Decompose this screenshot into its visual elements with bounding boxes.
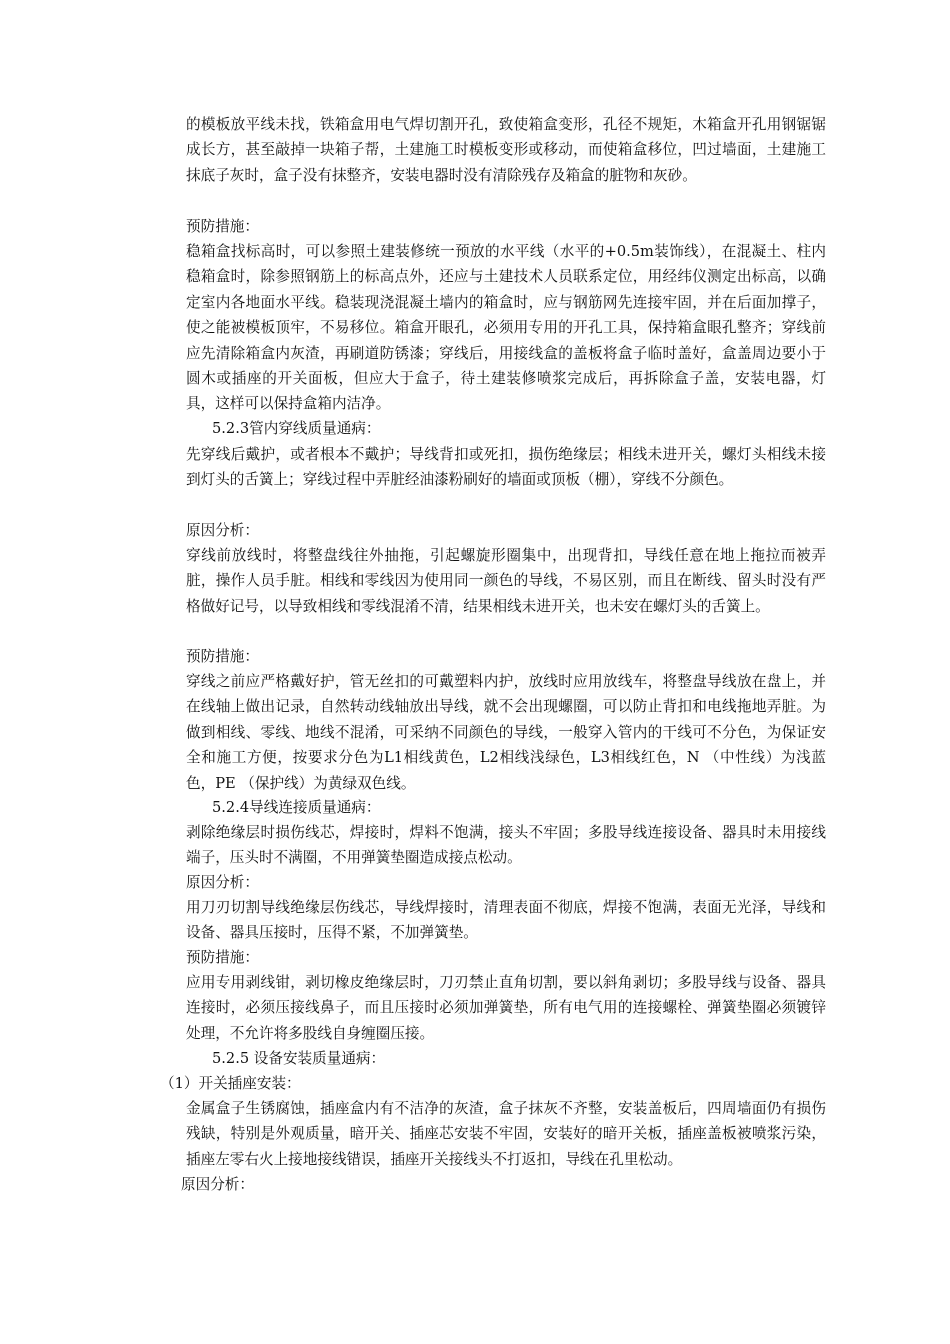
label-cause-3: 原因分析： bbox=[181, 1176, 254, 1193]
label-prevention-3: 预防措施： bbox=[186, 949, 259, 966]
paragraph-threading-cause: 穿线前放线时，将整盘线往外抽拖，引起螺旋形圈集中，出现背扣，导线任意在地上拖拉而被弄脏，操作人员手脏。相线和零线因为使用同一颜色的导线，不易区别，而且在断线、留头时没有严格做好记号，以导致相线和零线混淆不清，结果相线未进开关，也未安在螺灯头的舌簧上。 bbox=[186, 547, 826, 615]
paragraph-box-prevention: 稳箱盒找标高时，可以参照土建装修统一预放的水平线（水平的+0.5m装饰线），在混凝土、柱内稳箱盒时，除参照钢筋上的标高点外，还应与土建技术人员联系定位，用经纬仪测定出标高，以确定室内各地面水平线。稳装现浇混凝土墙内的箱盒时，应与钢筋网先连接牢固，并在后面加撑子，使之能被模板顶牢，不易移位。箱盒开眼孔，必须用专用的开孔工具，保持箱盒眼孔整齐；穿线前应先清除箱盒内灰渣，再刷道防锈漆；穿线后，用接线盒的盖板将盒子临时盖好，盒盖周边要小于圆木或插座的开关面板，但应大于盒子，待土建装修喷浆完成后，再拆除盒子盖，安装电器，灯具，这样可以保持盒箱内洁净。 bbox=[186, 243, 826, 413]
label-prevention-1: 预防措施： bbox=[186, 218, 259, 235]
paragraph-connection-cause: 用刀刃切割导线绝缘层伤线芯，导线焊接时，清理表面不彻底，焊接不饱满，表面无光泽，导线和设备、器具压接时，压得不紧，不加弹簧垫。 bbox=[186, 899, 826, 942]
heading-5-2-4: 5.2.4导线连接质量通病： bbox=[212, 799, 381, 816]
paragraph-socket-defects: 金属盒子生锈腐蚀，插座盒内有不洁净的灰渣，盒子抹灰不齐整，安装盖板后，四周墙面仍有损伤残缺，特别是外观质量，暗开关、插座芯安装不牢固，安装好的暗开关板，插座盖板被喷浆污染，插座左零右火上接地接线错误，插座开关接线头不打返扣，导线在孔里松动。 bbox=[186, 1100, 826, 1168]
paragraph-threading-defects: 先穿线后戴护，或者根本不戴护；导线背扣或死扣，损伤绝缘层；相线未进开关，螺灯头相线未接到灯头的舌簧上；穿线过程中弄脏经油漆粉刷好的墙面或顶板（棚），穿线不分颜色。 bbox=[186, 446, 826, 489]
heading-5-2-5: 5.2.5 设备安装质量通病： bbox=[212, 1050, 386, 1067]
label-cause-2: 原因分析： bbox=[186, 874, 259, 891]
heading-5-2-3: 5.2.3管内穿线质量通病： bbox=[212, 420, 381, 437]
paragraph-connection-defects: 剥除绝缘层时损伤线芯，焊接时，焊料不饱满，接头不牢固；多股导线连接设备、器具时未用接线端子，压头时不满圈，不用弹簧垫圈造成接点松动。 bbox=[186, 824, 826, 867]
label-prevention-2: 预防措施： bbox=[186, 648, 259, 665]
label-cause-1: 原因分析： bbox=[186, 522, 259, 539]
paragraph-box-wiring-defects-cont: 的模板放平线未找，铁箱盒用电气焊切割开孔，致使箱盒变形，孔径不规矩，木箱盒开孔用钢锯锯成长方，甚至敲掉一块箱子帮，土建施工时模板变形或移动，而使箱盒移位，凹过墙面，土建施工抹底子灰时，盒子没有抹整齐，安装电器时没有清除残存及箱盒的脏物和灰砂。 bbox=[186, 116, 826, 184]
paragraph-threading-prevention: 穿线之前应严格戴好护，管无丝扣的可戴塑料内护，放线时应用放线车，将整盘导线放在盘上，并在线轴上做出记录，自然转动线轴放出导线，就不会出现螺圈，可以防止背扣和电线拖地弄脏。为做到相线、零线、地线不混淆，可采纳不同颜色的导线，一般穿入管内的干线可不分色，为保证安全和施工方便，按要求分色为L1相线黄色，L2相线浅绿色，L3相线红色，N （中性线）为浅蓝色，PE （保护线）为黄绿双色线。 bbox=[186, 673, 826, 792]
paragraph-connection-prevention: 应用专用剥线钳，剥切橡皮绝缘层时，刀刃禁止直角切割，要以斜角剥切；多股导线与设备、器具连接时，必须压接线鼻子，而且压接时必须加弹簧垫，所有电气用的连接螺栓、弹簧垫圈必须镀锌处理，不允许将多股线自身缠圈压接。 bbox=[186, 974, 826, 1042]
item-switch-socket: （1）开关插座安装： bbox=[160, 1075, 301, 1092]
